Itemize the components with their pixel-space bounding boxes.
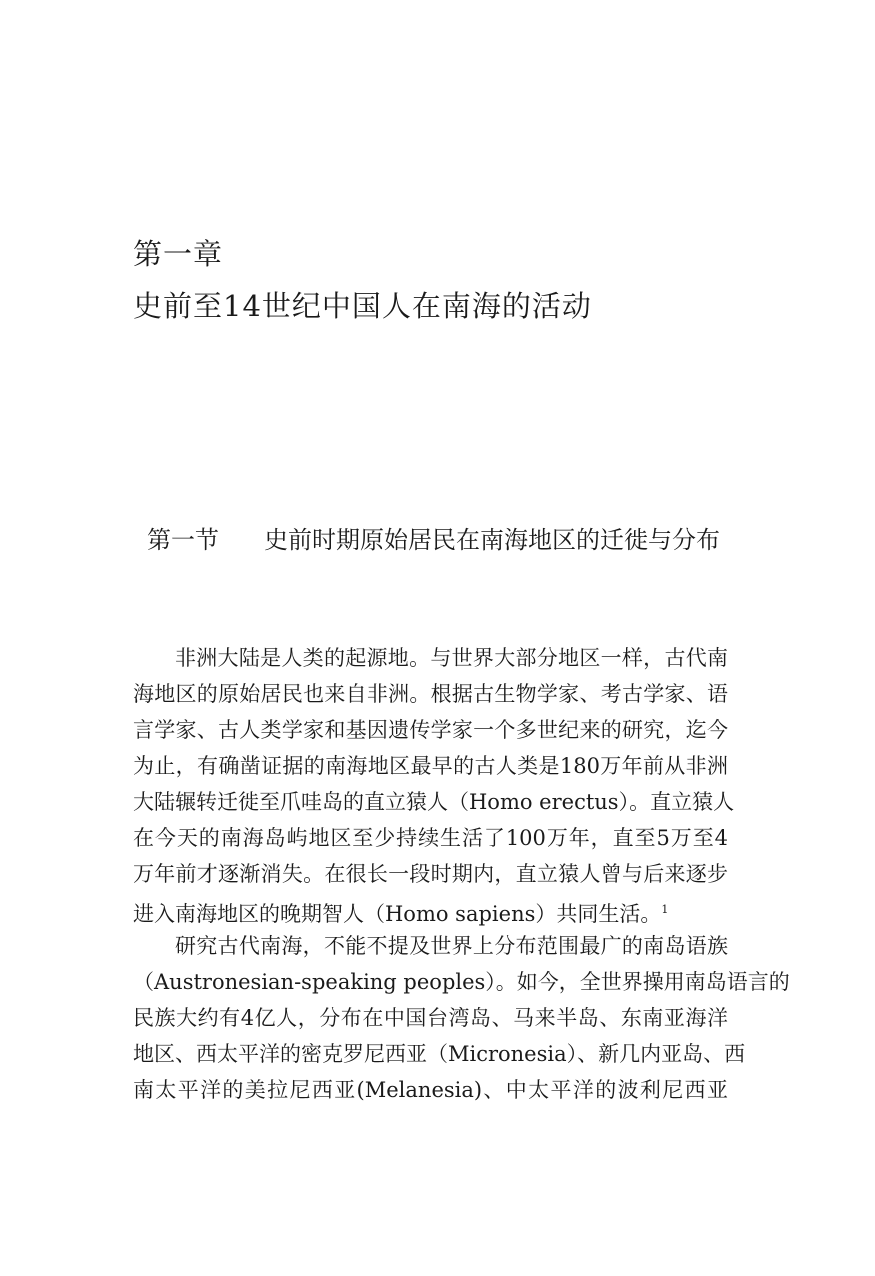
paragraph [133, 930, 790, 1110]
chapter-title: 史前至14世纪中国人在南海的活动 [133, 289, 592, 323]
footnote-marker[interactable]: 1 [661, 903, 669, 916]
text-line: 地区、西太平洋的密克罗尼西亚（Micronesia）、新几内亚岛、西 [133, 1042, 746, 1066]
body-text [133, 642, 790, 1110]
text-line: 民族大约有4亿人，分布在中国台湾岛、马来半岛、东南亚海洋 [133, 1006, 728, 1030]
text-line: （Austronesian-speaking peoples）。如今，全世界操用南岛语言的 [133, 970, 790, 994]
text-line: 万年前才逐渐消失。在很长一段时期内，直立猿人曾与后来逐步 [133, 862, 728, 886]
text-line: 南太平洋的美拉尼西亚(Melanesia)、中太平洋的波利尼西亚 [133, 1078, 728, 1102]
text-line [133, 894, 728, 930]
text-line: 言学家、古人类学家和基因遗传学家一个多世纪来的研究，迄今 [133, 718, 728, 742]
text-line: 大陆辗转迁徙至爪哇岛的直立猿人（Homo erectus）。直立猿人 [133, 790, 735, 814]
text-line: 研究古代南海，不能不提及世界上分布范围最广的南岛语族 [175, 934, 728, 958]
section-heading [147, 520, 720, 555]
section-title: 史前时期原始居民在南海地区的迁徙与分布 [264, 526, 720, 554]
text-line-content: 进入南海地区的晚期智人（Homo sapiens）共同生活。 [133, 902, 662, 926]
text-line: 非洲大陆是人类的起源地。与世界大部分地区一样，古代南 [175, 646, 728, 670]
text-line: 海地区的原始居民也来自非洲。根据古生物学家、考古学家、语 [133, 682, 728, 706]
text-line: 在今天的南海岛屿地区至少持续生活了100万年，直至5万至4 [133, 826, 728, 850]
text-line: 为止，有确凿证据的南海地区最早的古人类是180万年前从非洲 [133, 754, 728, 778]
chapter-number: 第一章 [133, 237, 224, 271]
paragraph [133, 642, 735, 930]
section-number: 第一节 [147, 526, 219, 554]
